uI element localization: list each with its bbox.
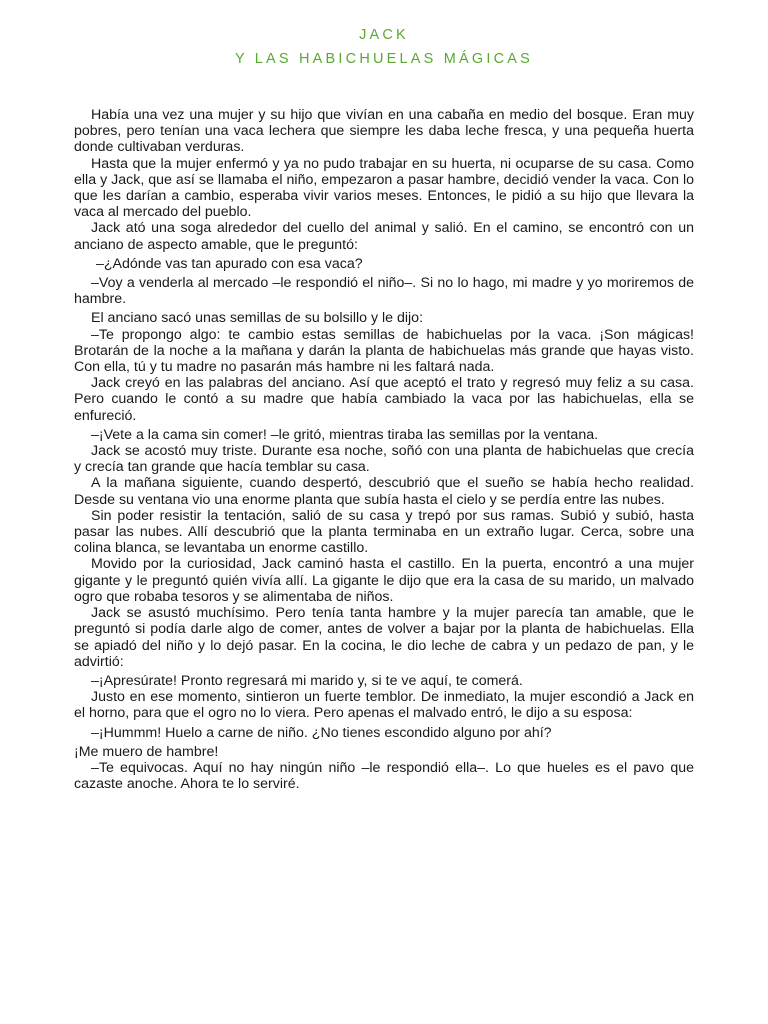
dialogue-line: –¡Apresúrate! Pronto regresará mi marido y, si te ve aquí, te comerá.	[91, 672, 523, 689]
paragraph: Sin poder resistir la tentación, salió de su casa y trepó por sus ramas. Subió y subió, hasta pasar las nubes. Allí descubrió que la planta terminaba en un extraño lugar. Cerca, sobre una colina blanca, se levantaba un enorme castillo.	[74, 507, 694, 557]
paragraph: Jack creyó en las palabras del anciano. Así que aceptó el trato y regresó muy feliz a su casa. Pero cuando le contó a su madre que había cambiado la vaca por las habichuelas, ella se enfureció.	[74, 375, 694, 424]
paragraph: Movido por la curiosidad, Jack caminó hasta el castillo. En la puerta, encontró a una mujer gigante y le preguntó quién vivía allí. La gigante le dijo que era la casa de su marido, un malvado ogro que robaba tesoros y se alimentaba de niños.	[74, 556, 694, 605]
dialogue-line: ¡Me muero de hambre!	[74, 743, 219, 760]
paragraph: Jack ató una soga alrededor del cuello del animal y salió. En el camino, se encontró con un anciano de aspecto amable, que le preguntó:	[74, 220, 694, 253]
dialogue-line: –¿Adónde vas tan apurado con esa vaca?	[96, 255, 363, 272]
paragraph: Hasta que la mujer enfermó y ya no pudo trabajar en su huerta, ni ocuparse de su casa. Como ella y Jack, que así se llamaba el niño, empezaron a pasar hambre, decidió vender la vaca. Con lo que les darían a cambio, esperaba vivir varios meses. Entonces, le pidió a su hijo que llevara la vaca al mercado del pueblo.	[74, 155, 694, 221]
title-line-2: Y LAS HABICHUELAS MÁGICAS	[234, 51, 534, 67]
dialogue-line: –Te propongo algo: te cambio estas semillas de habichuelas por la vaca. ¡Son mágicas! Brotarán de la noche a la mañana y darán la planta de habichuelas más grande que hayas visto. Con ella, tú y tu madre no pasarán más hambre ni les faltará nada.	[74, 326, 694, 376]
title-line-1: JACK	[359, 27, 409, 43]
paragraph: Justo en ese momento, sintieron un fuerte temblor. De inmediato, la mujer escondió a Jack en el horno, para que el ogro no lo viera. Pero apenas el malvado entró, le dijo a su esposa:	[74, 689, 694, 722]
paragraph: Jack se acostó muy triste. Durante esa noche, soñó con una planta de habichuelas que crecía y crecía tan grande que hacía temblar su casa.	[74, 443, 694, 476]
story-title	[0, 23, 768, 71]
dialogue-line: –Te equivocas. Aquí no hay ningún niño –le respondió ella–. Lo que hueles es el pavo que cazaste anoche. Ahora te lo serviré.	[74, 759, 694, 793]
paragraph: Había una vez una mujer y su hijo que vivían en una cabaña en medio del bosque. Eran muy pobres, pero tenían una vaca lechera que siempre les daba leche fresca, y una pequeña huerta donde cultivaban verduras.	[74, 107, 694, 156]
dialogue-line: –¡Vete a la cama sin comer! –le gritó, mientras tiraba las semillas por la ventana.	[91, 426, 599, 443]
dialogue-line: –¡Hummm! Huelo a carne de niño. ¿No tienes escondido alguno por ahí?	[91, 724, 552, 741]
paragraph: A la mañana siguiente, cuando despertó, descubrió que el sueño se había hecho realidad. Desde su ventana vio una enorme planta que subía hasta el cielo y se perdía entre las nubes.	[74, 475, 694, 508]
paragraph: El anciano sacó unas semillas de su bolsillo y le dijo:	[91, 310, 424, 327]
dialogue-line: –Voy a venderla al mercado –le respondió el niño–. Si no lo hago, mi madre y yo moriremos de hambre.	[74, 275, 694, 308]
story-body	[74, 107, 694, 792]
paragraph: Jack se asustó muchísimo. Pero tenía tanta hambre y la mujer parecía tan amable, que le preguntó si podía darle algo de comer, antes de volver a bajar por la planta de habichuelas. Ella se apiadó del niño y lo dejó pasar. En la cocina, le dio leche de cabra y un pedazo de pan, y le advirtió:	[74, 605, 694, 670]
